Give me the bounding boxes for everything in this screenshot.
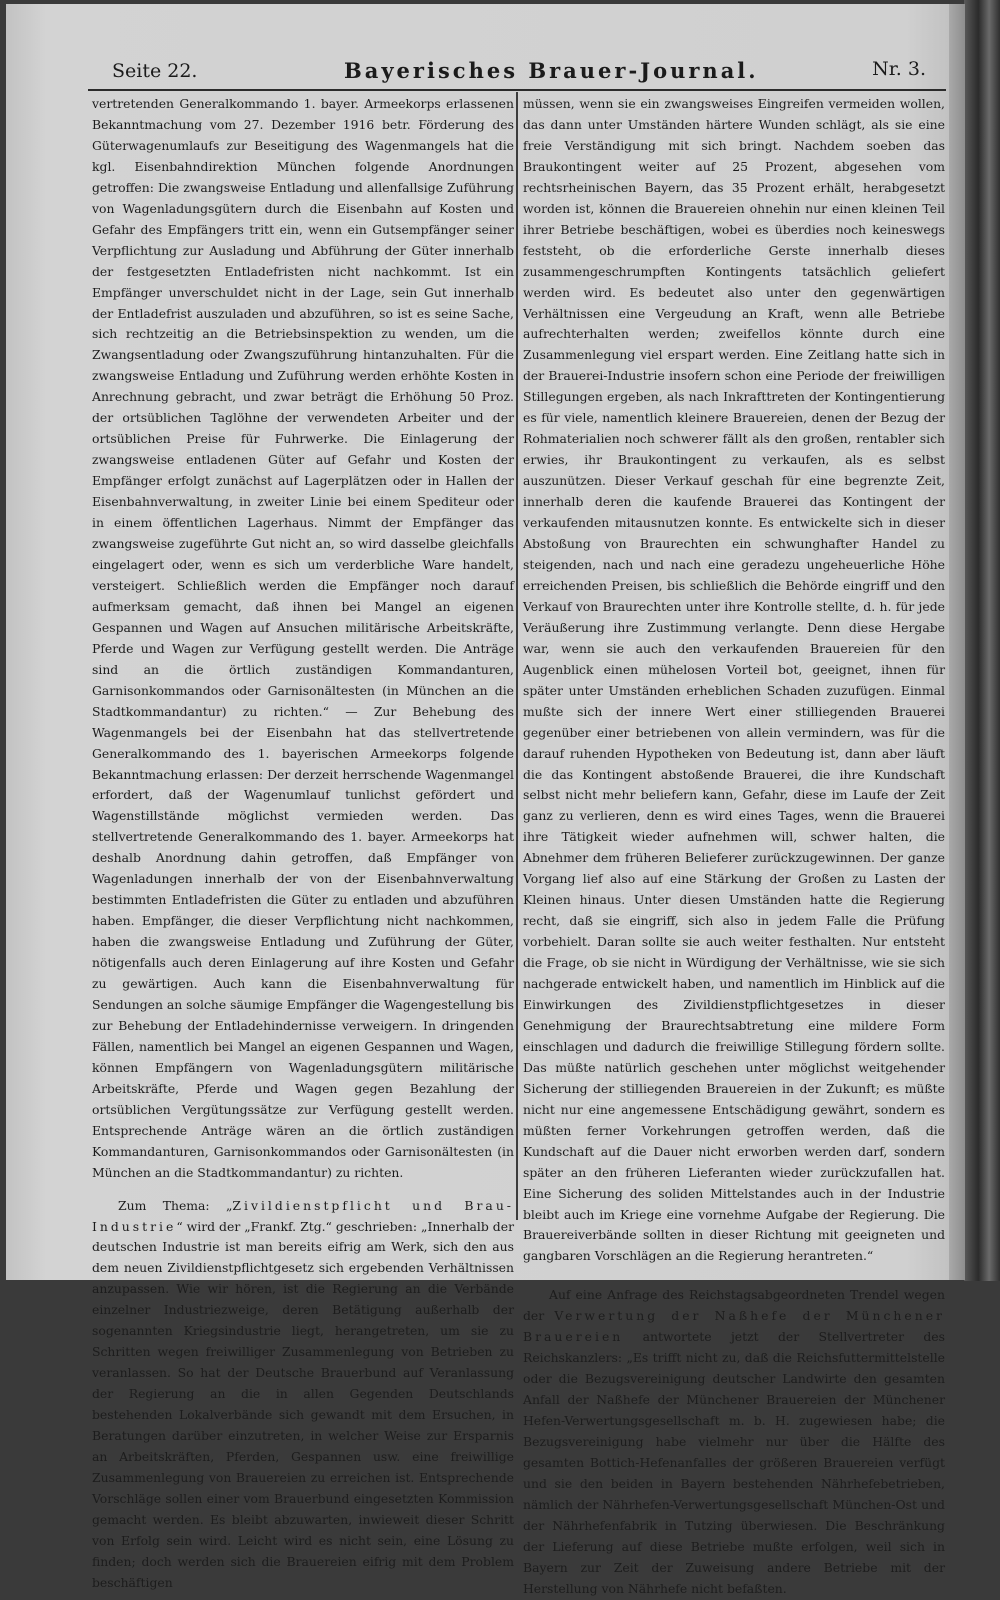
article-lead: Auf eine Anfrage des Reichstagsabgeordneten Trendel wegen der [523,1287,945,1324]
paragraph-gap [523,1267,945,1285]
article-body: “ wird der „Frankf. Ztg.“ geschrieben: „Innerhalb der deutschen Industrie ist man bereits eifrig am Werk, sich den aus dem neuen Zivildienstpflichtgesetz sich ergebenden Verhältnissen anzupassen. Wie wir hören, ist die Regierung an die Verbände einzelner Industriezweige, deren Betätigung außerhalb der sogenannten Kriegsindustrie liegt, herangetreten, um sie zu Schritten wegen freiwilliger Zusammenlegung von Betrieben zu veranlassen. So hat der Deutsche Brauerbund auf Veranlassung der Regierung an die in allen Gegenden Deutschlands bestehenden Lokalverbände sich gewandt mit dem Ersuchen, in Beratungen darüber einzutreten, in welcher Weise zur Ersparnis an Arbeitskräften, Pferden, Gespannen usw. eine freiwillige Zusammenlegung von Brauereien zu erreichen ist. Entsprechende Vorschläge sollen einer vom Brauerbund eingesetzten Kommission gemacht werden. Es bleibt abzuwarten, inwieweit dieser Schritt von Erfolg sein wird. Leicht wird es nicht sein, eine Lösung zu finden; doch werden sich die Brauereien eifrig mit dem Problem beschäftigen [92,1218,514,1590]
page-edge [949,4,965,1280]
journal-title: Bayerisches Brauer-Journal. [344,58,759,83]
article-continuation: müssen, wenn sie ein zwangsweises Eingreifen vermeiden wollen, das dann unter Umständen härtere Wunden schlägt, als sie eine freie Verständigung mit sich bringt. Nachdem soeben das Braukontingent weiter auf 25 Prozent, abgesehen vom rechtsrheinischen Bayern, das 35 Prozent erhält, herabgesetzt worden ist, können die Brauereien ohnehin nur einen kleinen Teil ihrer Betriebe beschäftigen, wobei es überdies noch keineswegs feststeht, ob die erforderliche Gerste innerhalb dieses zusammengeschrumpften Kontingents tatsächlich geliefert werden wird. Es bedeutet also unter den gegenwärtigen Verhältnissen eine Vergeudung an Kraft, wenn alle Betriebe aufrechterhalten werden; zweifellos könnte durch eine Zusammenlegung viel erspart werden. Eine Zeitlang hatte sich in der Brauerei-Industrie insofern schon eine Periode der freiwilligen Stillegungen ergeben, als nach Inkrafttreten der Kontingentierung es für viele, namentlich kleinere Brauereien, denen der Bezug der Rohmaterialien noch schwerer fällt als den großen, rentabler sich erwies, ihr Braukontingent zu verkaufen, als es selbst auszunützen. Dieser Verkauf geschah für eine begrenzte Zeit, innerhalb deren die kaufende Brauerei das Kontingent der verkaufenden mitausnutzen konnte. Es entwickelte sich in dieser Abstoßung von Braurechten ein schwunghafter Handel zu steigenden, nach und nach eine geradezu ungeheuerliche Höhe erreichenden Preisen, bis schließlich die Behörde eingriff und den Verkauf von Braurechten unter ihre Kontrolle stellte, d. h. für jede Veräußerung ihre Zustimmung verlangte. Denn diese Hergabe war, wenn sie auch den verkaufenden Brauereien für den Augenblick einen mühelosen Vorteil bot, geeignet, ihnen für später unter Umständen erheblichen Schaden zuzufügen. Einmal mußte sich der innere Wert einer stilliegenden Brauerei gegenüber einer betriebenen von allein vermindern, was für die darauf ruhenden Hypotheken von Bedeutung ist, dann aber läuft die das Kontingent abstoßende Brauerei, die ihre Kundschaft selbst nicht mehr beliefern kann, Gefahr, diese im Laufe der Zeit ganz zu verlieren, denn es wird eines Tages, wenn die Brauerei ihre Tätigkeit wieder aufnehmen will, schwer halten, die Abnehmer dem früheren Belieferer zurückzugewinnen. Der ganze Vorgang lief also auf eine Stärkung der Großen zu Lasten der Kleinen hinaus. Unter diesen Umständen hatte die Regierung recht, daß sie eingriff, sich also in jedem Falle die Prüfung vorbehielt. Daran sollte sie auch weiter festhalten. Nur entsteht die Frage, ob sie nicht in Würdigung der Verhältnisse, wie sie sich nachgerade entwickelt haben, und namentlich im Hinblick auf die Einwirkungen des Zivildienstpflichtgesetzes in dieser Genehmigung der Braurechtsabtretung eine mildere Form einschlagen und dadurch die freiwillige Stillegung fördern sollte. Das müßte natürlich geschehen unter möglichst weitgehender Sicherung der stilliegenden Brauereien in der Zukunft; es müßte nicht nur eine angemessene Entschädigung gewährt, sondern es müßten ferner Vorkehrungen getroffen werden, daß die Kundschaft auf die Dauer nicht erworben werden darf, sondern später an den früheren Lieferanten wieder zurückzufallen hat. Eine Sicherung des soliden Mittelstandes auch in der Industrie bleibt auch im Kriege eine vornehme Aufgabe der Regierung. Die Brauereiverbände sollten in dieser Richtung mit geeigneten und gangbaren Vorschlägen an die Regierung herantreten.“ [523,96,945,1264]
article-topic: Zivildienstpflicht und Brau-Industrie [92,1197,514,1234]
article-topic: Verwertung der Naßhefe der Münchener Brauereien [523,1308,945,1345]
article-nasshefe [523,1285,945,1599]
article-lead: Zum Thema: „ [118,1197,233,1213]
article-zivildienstpflicht [92,1196,514,1594]
paragraph-gap [92,1184,514,1196]
header-rule [88,89,946,91]
article-body: antwortete jetzt der Stellvertreter des Reichskanzlers: „Es trifft nicht zu, daß die Reichsfuttermittelstelle oder die Bezugsvereinigung deutscher Landwirte den gesamten Anfall der Naßhefe der Münchener Brauereien der Münchener Hefen-Verwertungsgesellschaft m. b. H. zugewiesen habe; die Bezugsvereinigung habe vielmehr nur über die Hälfte des gesamten Bottich-Hefenanfalles der größeren Brauereien verfügt und sie den beiden in Bayern bestehenden Nährhefebetrieben, nämlich der Nährhefen-Verwertungsgesellschaft München-Ost und der Nährhefenfabrik in Tutzing überwiesen. Die Beschränkung der Lieferung auf diese Betriebe mußte erfolgen, weil sich in Bayern zur Zeit der Zuweisung andere Betriebe mit der Herstellung von Nährhefe nicht befaßten. [523,1329,945,1596]
page-header [108,58,934,86]
right-column [523,94,945,1596]
article-zwangsentladung: vertretenden Generalkommando 1. bayer. Armeekorps erlassenen Bekanntmachung vom 27. Dezember 1916 betr. Förderung des Güterwagenumlaufs zur Beseitigung des Wagenmangels hat die kgl. Eisenbahndirektion München folgende Anordnungen getroffen: Die zwangsweise Entladung und allenfallsige Zuführung von Wagenladungsgütern durch die Eisenbahn auf Kosten und Gefahr des Empfängers tritt ein, wenn ein Gutsempfänger seiner Verpflichtung zur Ausladung und Abführung der Güter innerhalb der festgesetzten Entladefristen nicht nachkommt. Ist ein Empfänger unverschuldet nicht in der Lage, sein Gut innerhalb der Entladefrist auszuladen und abzuführen, so ist es seine Sache, sich rechtzeitig an die Betriebsinspektion zu wenden, um die Zwangsentladung oder Zwangszuführung hintanzuhalten. Für die zwangsweise Entladung und Zuführung werden erhöhte Kosten in Anrechnung gebracht, und zwar beträgt die Erhöhung 50 Proz. der ortsüblichen Taglöhne der verwendeten Arbeiter und der ortsüblichen Preise für Fuhrwerke. Die Einlagerung der zwangsweise entladenen Güter auf Gefahr und Kosten der Empfänger erfolgt zunächst auf Lagerplätzen oder in Hallen der Eisenbahnverwaltung, in zweiter Linie bei einem Spediteur oder in einem öffentlichen Lagerhaus. Nimmt der Empfänger das zwangsweise zugeführte Gut nicht an, so wird dasselbe gleichfalls eingelagert oder, wenn es sich um verderbliche Ware handelt, versteigert. Schließlich werden die Empfänger noch darauf aufmerksam gemacht, daß ihnen bei Mangel an eigenen Gespannen und Wagen auf Ansuchen militärische Arbeitskräfte, Pferde und Wagen zur Verfügung gestellt werden. Die Anträge sind an die örtlich zuständigen Kommandanturen, Garnisonkommandos oder Garnisonältesten (in München an die Stadtkommandantur) zu richten.“ — Zur Behebung des Wagenmangels bei der Eisenbahn hat das stellvertretende Generalkommando des 1. bayerischen Armeekorps folgende Bekanntmachung erlassen: Der derzeit herrschende Wagenmangel erfordert, daß der Wagenumlauf tunlichst gefördert und Wagenstillstände möglichst vermieden werden. Das stellvertretende Generalkommando des 1. bayer. Armeekorps hat deshalb Anordnung dahin getroffen, daß Empfänger von Wagenladungen innerhalb der von der Eisenbahnverwaltung bestimmten Entladefristen die Güter zu entladen und abzuführen haben. Empfänger, die dieser Verpflichtung nicht nachkommen, haben die zwangsweise Entladung und Zuführung der Güter, nötigenfalls auch deren Einlagerung auf ihre Kosten und Gefahr zu gewärtigen. Auch kann die Eisenbahnverwaltung für Sendungen an solche säumige Empfänger die Wagengestellung bis zur Behebung der Entladehindernisse verweigern. In dringenden Fällen, namentlich bei Mangel an eigenen Gespannen und Wagen, können Empfängern von Wagenladungsgütern militärische Arbeitskräfte, Pferde und Wagen gegen Bezahlung der ortsüblichen Vergütungssätze zur Verfügung gestellt werden. Entsprechende Anträge wären an die örtlich zuständigen Kommandanturen, Garnisonkommandos oder Garnisonältesten (in München an die Stadtkommandantur) zu richten. [92,96,515,1180]
page-number: Seite 22. [112,60,198,82]
issue-number: Nr. 3. [872,58,926,80]
book-gutter [964,0,1000,1281]
left-column [92,94,515,1590]
column-divider [516,92,518,1220]
